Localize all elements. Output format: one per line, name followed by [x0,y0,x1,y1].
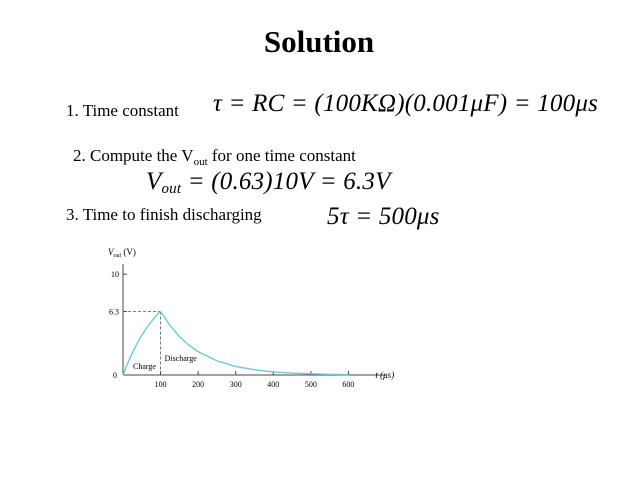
y-tick-label: 10 [111,270,119,280]
slide-title: Solution [263,24,375,59]
discharge-label: Discharge [164,354,197,363]
charge-label: Charge [133,362,156,371]
time-constant-equation: τ = RC = (100KΩ)(0.001μF) = 100μs [213,90,599,117]
x-tick-label: 600 [342,380,355,389]
x-axis-label: t (μs) [375,370,395,380]
discharge-time-equation: 5τ = 500μs [327,203,440,230]
x-tick-label: 100 [154,380,167,389]
step-2-label-sub: out [193,156,208,168]
step-2-label [73,146,356,166]
discharge-curve [161,312,349,375]
curves [123,311,348,375]
step-2-label-post: for one time constant [207,146,356,165]
vout-subscript: out [161,181,182,197]
x-tick-label: 400 [267,380,280,389]
vout-rhs: = (0.63)10V = 6.3V [181,168,391,195]
y-axis-label: $V_{out}$ (V) [108,247,136,259]
x-tick-label: 500 [304,380,317,389]
vout-equation [146,168,391,196]
y-tick-label: 6.3 [109,307,119,317]
origin-label: 0 [113,371,117,380]
step-2-label-pre: 2. Compute the V [73,146,194,165]
rc-charge-discharge-graph [96,238,416,398]
vout-symbol: V [146,168,162,195]
step-1-label: 1. Time constant [66,101,179,120]
x-tick-label: 300 [229,380,242,389]
x-tick-label: 200 [192,380,205,389]
step-3-label: 3. Time to finish discharging [66,205,262,224]
axes [123,264,386,375]
